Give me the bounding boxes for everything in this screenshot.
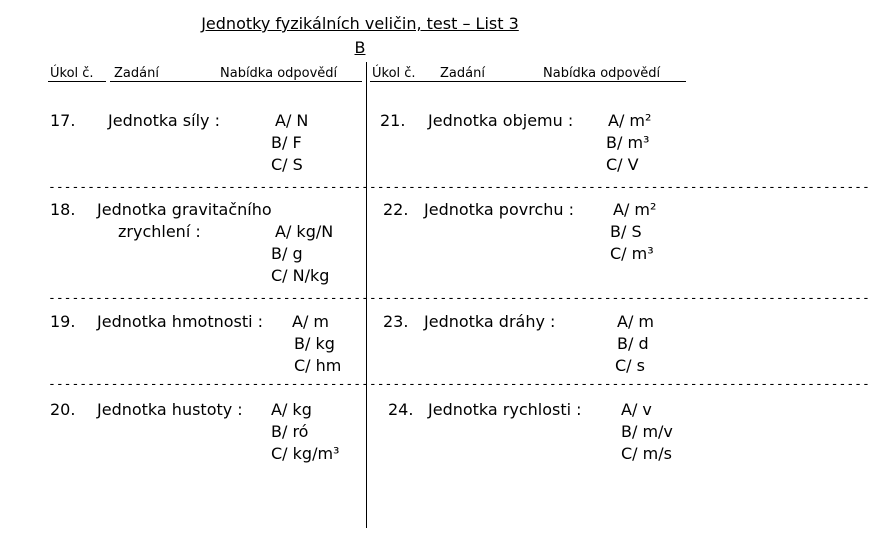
header-right-zadani: Zadání xyxy=(440,66,485,81)
question-20-number: 20. xyxy=(50,400,76,419)
page-title: Jednotky fyzikálních veličin, test – List 3 xyxy=(201,14,519,33)
question-21-option-a: A/ m² xyxy=(608,111,652,130)
question-22-option-c: C/ m³ xyxy=(610,244,654,263)
question-24-option-a: A/ v xyxy=(621,400,652,419)
question-18-task-line1: Jednotka gravitačního xyxy=(97,200,272,219)
question-24-option-b: B/ m/v xyxy=(621,422,673,441)
question-21-task: Jednotka objemu : xyxy=(428,111,574,130)
question-19-task: Jednotka hmotnosti : xyxy=(97,312,264,331)
question-18-number: 18. xyxy=(50,200,76,219)
question-24-task: Jednotka rychlosti : xyxy=(428,400,582,419)
header-underline-left xyxy=(110,81,362,82)
question-19-option-a: A/ m xyxy=(292,312,330,331)
question-17-option-c: C/ S xyxy=(271,155,303,174)
question-17-number: 17. xyxy=(50,111,76,130)
question-21-option-b: B/ m³ xyxy=(606,133,650,152)
question-19-number: 19. xyxy=(50,312,76,331)
header-left-zadani: Zadání xyxy=(114,66,159,81)
question-23-option-b: B/ d xyxy=(617,334,649,353)
question-18-option-c: C/ N/kg xyxy=(271,266,330,285)
row-separator-1: --------------------------------------------------------------------------------------------------------- xyxy=(48,180,870,195)
question-17-task: Jednotka síly : xyxy=(108,111,220,130)
question-19-option-c: C/ hm xyxy=(294,356,342,375)
question-24-option-c: C/ m/s xyxy=(621,444,672,463)
row-separator-2: --------------------------------------------------------------------------------------------------------- xyxy=(48,291,870,306)
header-underline-left-ukol xyxy=(48,81,106,82)
question-23-task: Jednotka dráhy : xyxy=(424,312,556,331)
question-21-number: 21. xyxy=(380,111,406,130)
question-23-number: 23. xyxy=(383,312,409,331)
question-18-option-a: A/ kg/N xyxy=(275,222,334,241)
question-22-option-b: B/ S xyxy=(610,222,642,241)
question-22-number: 22. xyxy=(383,200,409,219)
question-24-number: 24. xyxy=(388,400,414,419)
question-23-option-c: C/ s xyxy=(615,356,645,375)
row-separator-3: --------------------------------------------------------------------------------------------------------- xyxy=(48,377,870,392)
header-underline-right xyxy=(370,81,686,82)
question-19-option-b: B/ kg xyxy=(294,334,335,353)
header-left-ukol: Úkol č. xyxy=(50,66,94,81)
question-17-option-a: A/ N xyxy=(275,111,309,130)
question-21-option-c: C/ V xyxy=(606,155,639,174)
header-left-nabidka: Nabídka odpovědí xyxy=(220,66,338,81)
header-right-ukol: Úkol č. xyxy=(372,66,416,81)
question-23-option-a: A/ m xyxy=(617,312,655,331)
question-18-option-b: B/ g xyxy=(271,244,303,263)
header-right-nabidka: Nabídka odpovědí xyxy=(543,66,661,81)
question-20-option-a: A/ kg xyxy=(271,400,312,419)
question-17-option-b: B/ F xyxy=(271,133,302,152)
question-18-task-line2: zrychlení : xyxy=(118,222,201,241)
question-20-task: Jednotka hustoty : xyxy=(97,400,243,419)
question-20-option-c: C/ kg/m³ xyxy=(271,444,340,463)
question-22-option-a: A/ m² xyxy=(613,200,657,219)
page-subtitle-variant: B xyxy=(354,38,366,57)
question-20-option-b: B/ ró xyxy=(271,422,309,441)
question-22-task: Jednotka povrchu : xyxy=(424,200,574,219)
